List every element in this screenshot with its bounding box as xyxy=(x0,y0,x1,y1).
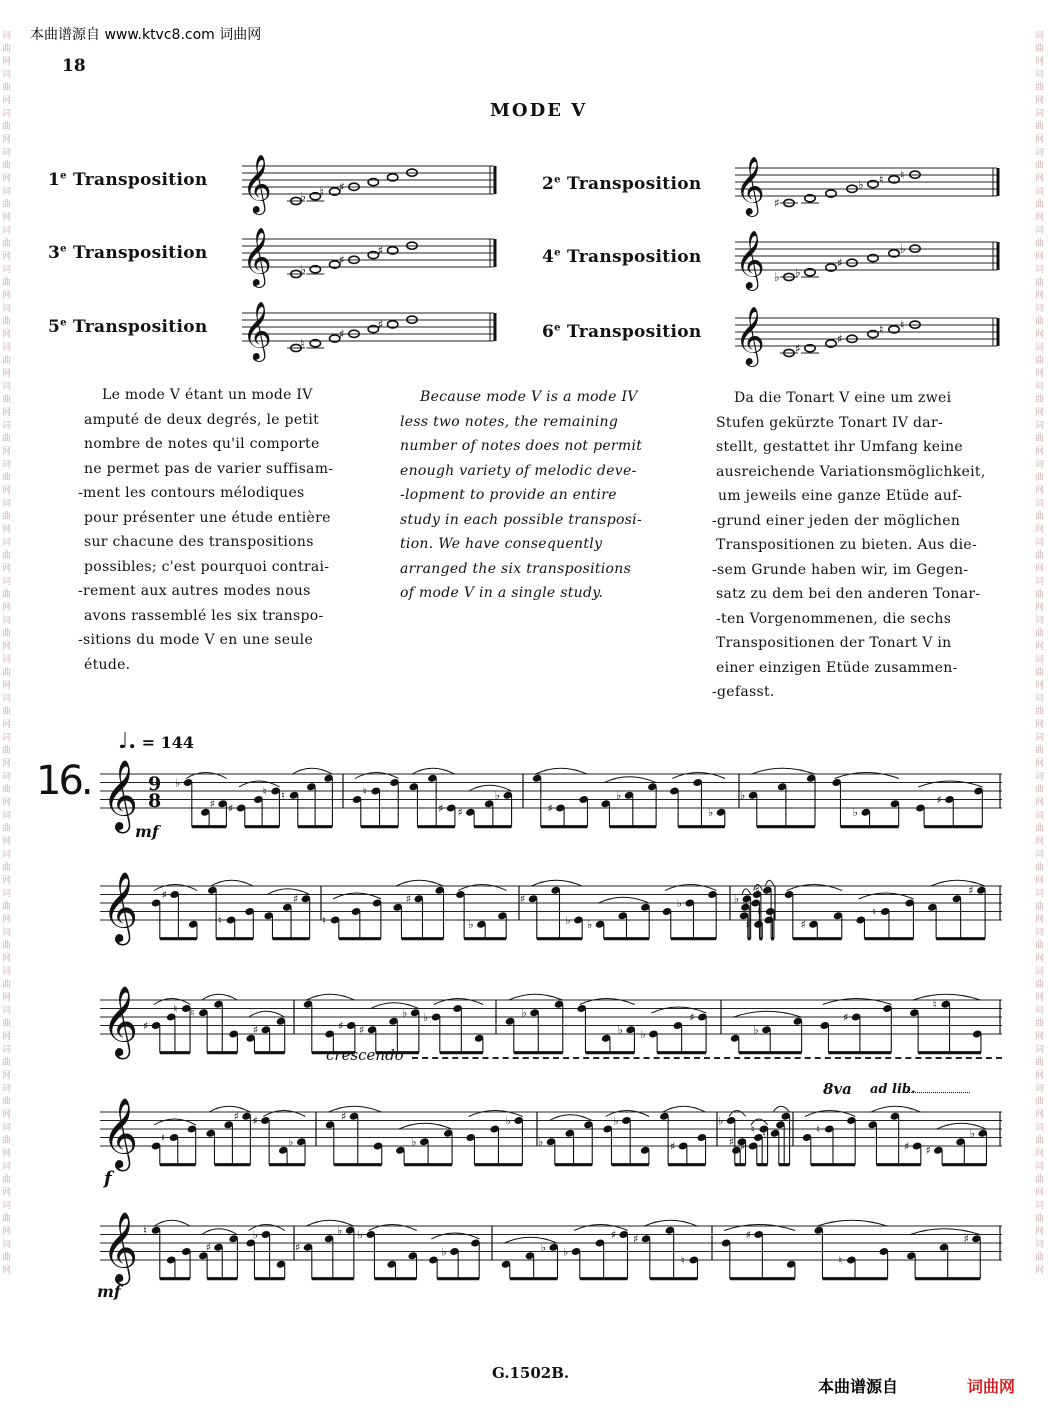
time-sig-bottom: 8 xyxy=(148,790,162,813)
treble-clef: 𝄞 xyxy=(735,229,765,289)
accidental: ♯ xyxy=(339,180,345,195)
accidental: ♭ xyxy=(740,789,746,803)
slur xyxy=(333,893,381,899)
slur xyxy=(154,885,197,891)
slur xyxy=(154,999,190,1005)
slur xyxy=(733,1011,802,1017)
slur xyxy=(306,994,355,1000)
crescendo-line xyxy=(412,1057,1002,1059)
scale-staff-3 xyxy=(240,226,502,286)
ad-lib-marking: ad lib. xyxy=(870,1082,916,1097)
slur xyxy=(805,1111,855,1117)
study-staff-5 xyxy=(100,1212,1002,1282)
slur xyxy=(742,889,751,895)
slur xyxy=(672,773,725,779)
accidental: ♭ xyxy=(858,177,864,192)
accidental: ♭ xyxy=(494,789,500,803)
transposition-label-1: 1e Transposition xyxy=(48,170,208,190)
slur xyxy=(398,1123,452,1129)
slur xyxy=(328,1106,382,1112)
accidental: ♮ xyxy=(762,1127,766,1141)
treble-clef: 𝄞 xyxy=(102,871,139,943)
slur xyxy=(773,1106,790,1112)
accidental: ♭ xyxy=(252,1228,258,1242)
slur xyxy=(724,1225,795,1231)
study-staff-4 xyxy=(100,1098,1002,1168)
slur xyxy=(210,880,253,886)
accidental: ♯ xyxy=(904,1139,910,1153)
accidental: ♮ xyxy=(160,1131,165,1145)
accidental: ♮ xyxy=(872,905,877,919)
transposition-label-5: 5e Transposition xyxy=(48,317,208,337)
slur xyxy=(504,1237,558,1243)
accidental: ♯ xyxy=(377,317,384,332)
accidental: ♮ xyxy=(362,784,367,798)
dynamic-mf-1: mf xyxy=(135,822,159,841)
slur xyxy=(665,885,716,891)
accidental: ♯ xyxy=(843,1010,849,1024)
slur xyxy=(186,773,227,779)
study-number: 16. xyxy=(36,758,91,804)
slur xyxy=(396,880,444,886)
accidental: ♯ xyxy=(740,1139,746,1153)
accidental: ♯ xyxy=(963,1232,969,1246)
accidental: ♮ xyxy=(281,789,285,803)
paragraph-german: Da die Tonart V eine um zwei Stufen gekürzte Tonart IV dar- stellt, gestattet ihr Umfang keine ausreichende Variationsmöglichkeit, um jeweils eine ganze Etüde auf- -grund einer jeden der möglichen Transpositionen zu bieten. Aus die- -sem Grunde haben wir, im Gegen- satz zu dem bei den anderen Tonar- -ten Vorgenommenen, die sechs Transpositionen der Tonart V in einer einzigen Etüde zusammen- -gefasst. xyxy=(712,390,986,700)
slur xyxy=(765,880,774,886)
accidental: ♯ xyxy=(338,1019,344,1033)
accidental: ♮ xyxy=(900,167,905,182)
accidental: ♭ xyxy=(300,262,307,277)
accidental: ♮ xyxy=(900,317,905,332)
accidental: ♯ xyxy=(457,806,463,820)
accidental: ♭ xyxy=(753,1023,759,1037)
slur xyxy=(909,1229,980,1235)
accidental: ♮ xyxy=(932,998,937,1012)
accidental: ♭ xyxy=(742,896,748,910)
accidental: ♭ xyxy=(505,1114,511,1128)
transposition-label-3: 3e Transposition xyxy=(48,243,208,263)
accidental: ♭ xyxy=(175,776,181,790)
slur xyxy=(292,768,333,774)
accidental: ♮ xyxy=(750,1122,755,1136)
watermark-bottom-left: 本曲谱源自 xyxy=(818,1377,899,1396)
slur xyxy=(306,1220,354,1226)
transposition-label-2: 2e Transposition xyxy=(542,174,702,194)
accidental: ♮ xyxy=(319,184,324,199)
accidental: ♯ xyxy=(547,801,553,815)
slur xyxy=(468,785,511,791)
accidental: ♯ xyxy=(745,1228,751,1242)
accidental: ♭ xyxy=(718,1114,724,1128)
accidental: ♯ xyxy=(377,243,384,258)
slur xyxy=(871,1106,921,1112)
accidental: ♮ xyxy=(190,1006,195,1020)
slur xyxy=(369,1225,417,1231)
paragraph-english: Because mode V is a mode IV less two notes, the remaining number of notes does not permit enough variety of melodic deve- -lopment to provide an entire study in each possible transposi- tion. We have consequently arranged the six transpositions of mode V in a single study. xyxy=(400,389,643,601)
slur xyxy=(751,768,815,774)
plate-number: G.1502B. xyxy=(492,1364,570,1382)
slur xyxy=(239,781,280,787)
accidental: ♭ xyxy=(337,1224,343,1238)
slur xyxy=(644,1220,698,1226)
accidental: ♭ xyxy=(565,913,571,927)
study-staff-3 xyxy=(100,986,1002,1056)
slur xyxy=(201,994,237,1000)
accidental: ♮ xyxy=(879,172,884,187)
accidental: ♮ xyxy=(879,322,884,337)
accidental: ♮ xyxy=(322,913,326,927)
slur xyxy=(918,781,982,787)
accidental: ♭ xyxy=(411,1135,417,1149)
tempo-marking: ♩. = 144 xyxy=(118,728,194,754)
study-staff-2 xyxy=(100,872,1002,942)
accidental: ♯ xyxy=(837,256,843,271)
page-title: MODE V xyxy=(490,100,588,121)
study-staff-1 xyxy=(100,760,1002,830)
accidental: ♯ xyxy=(295,1241,301,1255)
accidental: ♭ xyxy=(587,918,593,932)
accidental: ♭ xyxy=(288,1135,294,1149)
slur xyxy=(154,1220,190,1226)
transposition-label-6: 6e Transposition xyxy=(542,322,702,342)
accidental: ♯ xyxy=(233,1110,239,1124)
slur xyxy=(604,777,657,783)
accidental: ♯ xyxy=(800,918,806,932)
ottava-marking: 8va xyxy=(823,1080,852,1098)
accidental: ♯ xyxy=(205,1241,211,1255)
accidental: ♭ xyxy=(423,1010,429,1024)
slur xyxy=(606,1111,649,1117)
slur xyxy=(431,1233,479,1239)
slur xyxy=(598,897,649,903)
accidental: ♯ xyxy=(520,892,526,906)
treble-clef: 𝄞 xyxy=(242,153,272,213)
slur xyxy=(859,893,914,899)
accidental: ♮ xyxy=(143,1224,147,1238)
accidental: ♯ xyxy=(745,918,751,932)
accidental: ♯ xyxy=(405,892,412,906)
accidental: ♯ xyxy=(143,1019,149,1033)
accidental: ♮ xyxy=(680,1253,685,1267)
dynamic-mf-2: mf xyxy=(97,1282,121,1301)
accidental: ♮ xyxy=(217,913,222,927)
accidental: ♯ xyxy=(339,327,345,342)
accidental: ♯ xyxy=(795,341,801,356)
slur xyxy=(535,768,588,774)
accidental: ♭ xyxy=(969,1127,975,1141)
treble-clef: 𝄞 xyxy=(102,985,139,1057)
accidental: ♯ xyxy=(689,1010,695,1024)
accidental: ♭ xyxy=(852,806,858,820)
accidental: ♯ xyxy=(252,1114,258,1128)
accidental: ♭ xyxy=(441,1245,447,1259)
accidental: ♭ xyxy=(563,1245,569,1259)
accidental: ♯ xyxy=(936,793,942,807)
accidental: ♯ xyxy=(610,1228,617,1242)
accidental: ♯ xyxy=(968,884,974,898)
accidental: ♮ xyxy=(173,1002,178,1016)
slur xyxy=(267,889,310,895)
slur xyxy=(574,1225,628,1231)
slur xyxy=(549,1115,592,1121)
accidental: ♭ xyxy=(613,1114,619,1128)
accidental: ♭ xyxy=(733,892,740,906)
slur xyxy=(580,999,635,1005)
slur xyxy=(458,885,506,891)
slur xyxy=(154,1119,196,1125)
slur xyxy=(936,1123,986,1129)
scale-staff-4 xyxy=(733,229,1005,289)
accidental: ♭ xyxy=(640,1027,646,1041)
paragraph-french: Le mode V étant un mode IV amputé de deux degrés, le petit nombre de notes qu'il comporte ne permet pas de varier suffisam- -ment les contours mélodiques pour présenter une étude entière sur chacune des transpositions possibles; c'est pourquoi contrai- -rement aux autres modes nous avons rassemblé les six transpo- -sitions du mode V en une seule étude. xyxy=(78,387,334,673)
accidental: ♯ xyxy=(438,801,444,815)
slur xyxy=(201,1229,237,1235)
treble-clef: 𝄞 xyxy=(102,759,139,831)
accidental: ♮ xyxy=(816,1122,821,1136)
slur xyxy=(729,1111,746,1117)
accidental: ♮ xyxy=(262,784,267,798)
watermark-side-left: 词曲网词曲网词曲网词曲网词曲网词曲网词曲网词曲网词曲网词曲网词曲网词曲网词曲网词曲网词曲网词曲网词曲网词曲网词曲网词曲网词曲网词曲网词曲网词曲网词曲网词曲网词曲网词曲网词曲网词曲网词曲网词曲网 xyxy=(2,31,12,1276)
time-sig-top: 9 xyxy=(148,773,162,796)
slur xyxy=(263,1111,305,1117)
accidental: ♯ xyxy=(228,801,234,815)
watermark-top: 本曲谱源自 www.ktvc8.com 词曲网 xyxy=(30,27,262,43)
treble-clef: 𝄞 xyxy=(735,155,765,215)
treble-clef: 𝄞 xyxy=(242,226,272,286)
scale-staff-1 xyxy=(240,153,502,213)
slur xyxy=(469,1111,523,1117)
treble-clef: 𝄞 xyxy=(102,1097,139,1169)
treble-clef: 𝄞 xyxy=(735,305,765,365)
scale-staff-5 xyxy=(240,300,502,360)
transposition-label-4: 4e Transposition xyxy=(542,247,702,267)
accidental: ♮ xyxy=(757,905,762,919)
accidental: ♭ xyxy=(540,1241,546,1255)
accidental: ♯ xyxy=(292,892,299,906)
accidental: ♭ xyxy=(676,896,682,910)
accidental: ♭ xyxy=(616,789,622,803)
accidental: ♭ xyxy=(774,270,780,285)
accidental: ♭ xyxy=(617,1023,623,1037)
scale-staff-2 xyxy=(733,155,1005,215)
accidental: ♯ xyxy=(339,253,345,268)
accidental: ♭ xyxy=(357,1228,363,1242)
accidental: ♭ xyxy=(795,265,801,280)
slur xyxy=(823,999,892,1005)
accidental: ♯ xyxy=(359,1023,365,1037)
accidental: ♮ xyxy=(838,1253,843,1267)
accidental: ♯ xyxy=(252,1023,259,1037)
slur xyxy=(817,1220,888,1226)
slur xyxy=(835,773,899,779)
scale-staff-6 xyxy=(733,305,1005,365)
accidental: ♭ xyxy=(900,241,906,256)
slur xyxy=(787,885,842,891)
accidental: ♭ xyxy=(402,1006,408,1020)
watermark-bottom-right: 词曲网 xyxy=(967,1377,1016,1396)
slur xyxy=(662,1106,705,1112)
slur xyxy=(355,773,398,779)
slur xyxy=(912,994,981,1000)
accidental: ♭ xyxy=(521,1006,527,1020)
slur xyxy=(249,1011,285,1017)
crescendo-label: crescendo xyxy=(326,1046,404,1064)
treble-clef: 𝄞 xyxy=(102,1211,139,1283)
slur xyxy=(412,768,455,774)
accidental: ♯ xyxy=(774,196,780,211)
watermark-side-right: 词曲网词曲网词曲网词曲网词曲网词曲网词曲网词曲网词曲网词曲网词曲网词曲网词曲网词曲网词曲网词曲网词曲网词曲网词曲网词曲网词曲网词曲网词曲网词曲网词曲网词曲网词曲网词曲网词曲网词曲网词曲网词曲网 xyxy=(1035,31,1045,1276)
accidental: ♭ xyxy=(708,806,714,820)
accidental: ♭ xyxy=(468,918,474,932)
accidental: ♭ xyxy=(538,1135,544,1149)
slur xyxy=(651,1007,706,1013)
slur xyxy=(434,999,483,1005)
accidental: ♯ xyxy=(837,332,843,347)
slur xyxy=(930,880,985,886)
accidental: ♯ xyxy=(754,884,760,898)
accidental: ♮ xyxy=(300,336,305,351)
accidental: ♭ xyxy=(300,189,307,204)
accidental: ♯ xyxy=(670,1139,676,1153)
accidental: ♯ xyxy=(925,1144,931,1158)
slur xyxy=(531,880,582,886)
treble-clef: 𝄞 xyxy=(242,300,272,360)
slur xyxy=(370,1003,419,1009)
accidental: ♯ xyxy=(728,1135,735,1149)
accidental: ♯ xyxy=(161,888,167,902)
accidental: ♯ xyxy=(633,1232,639,1246)
ad-lib-line xyxy=(905,1092,970,1093)
page-number: 18 xyxy=(62,56,86,76)
slur xyxy=(508,994,563,1000)
dynamic-f: f xyxy=(104,1168,112,1189)
accidental: ♯ xyxy=(340,1110,347,1124)
accidental: ♯ xyxy=(209,797,215,811)
slur xyxy=(209,1106,251,1112)
